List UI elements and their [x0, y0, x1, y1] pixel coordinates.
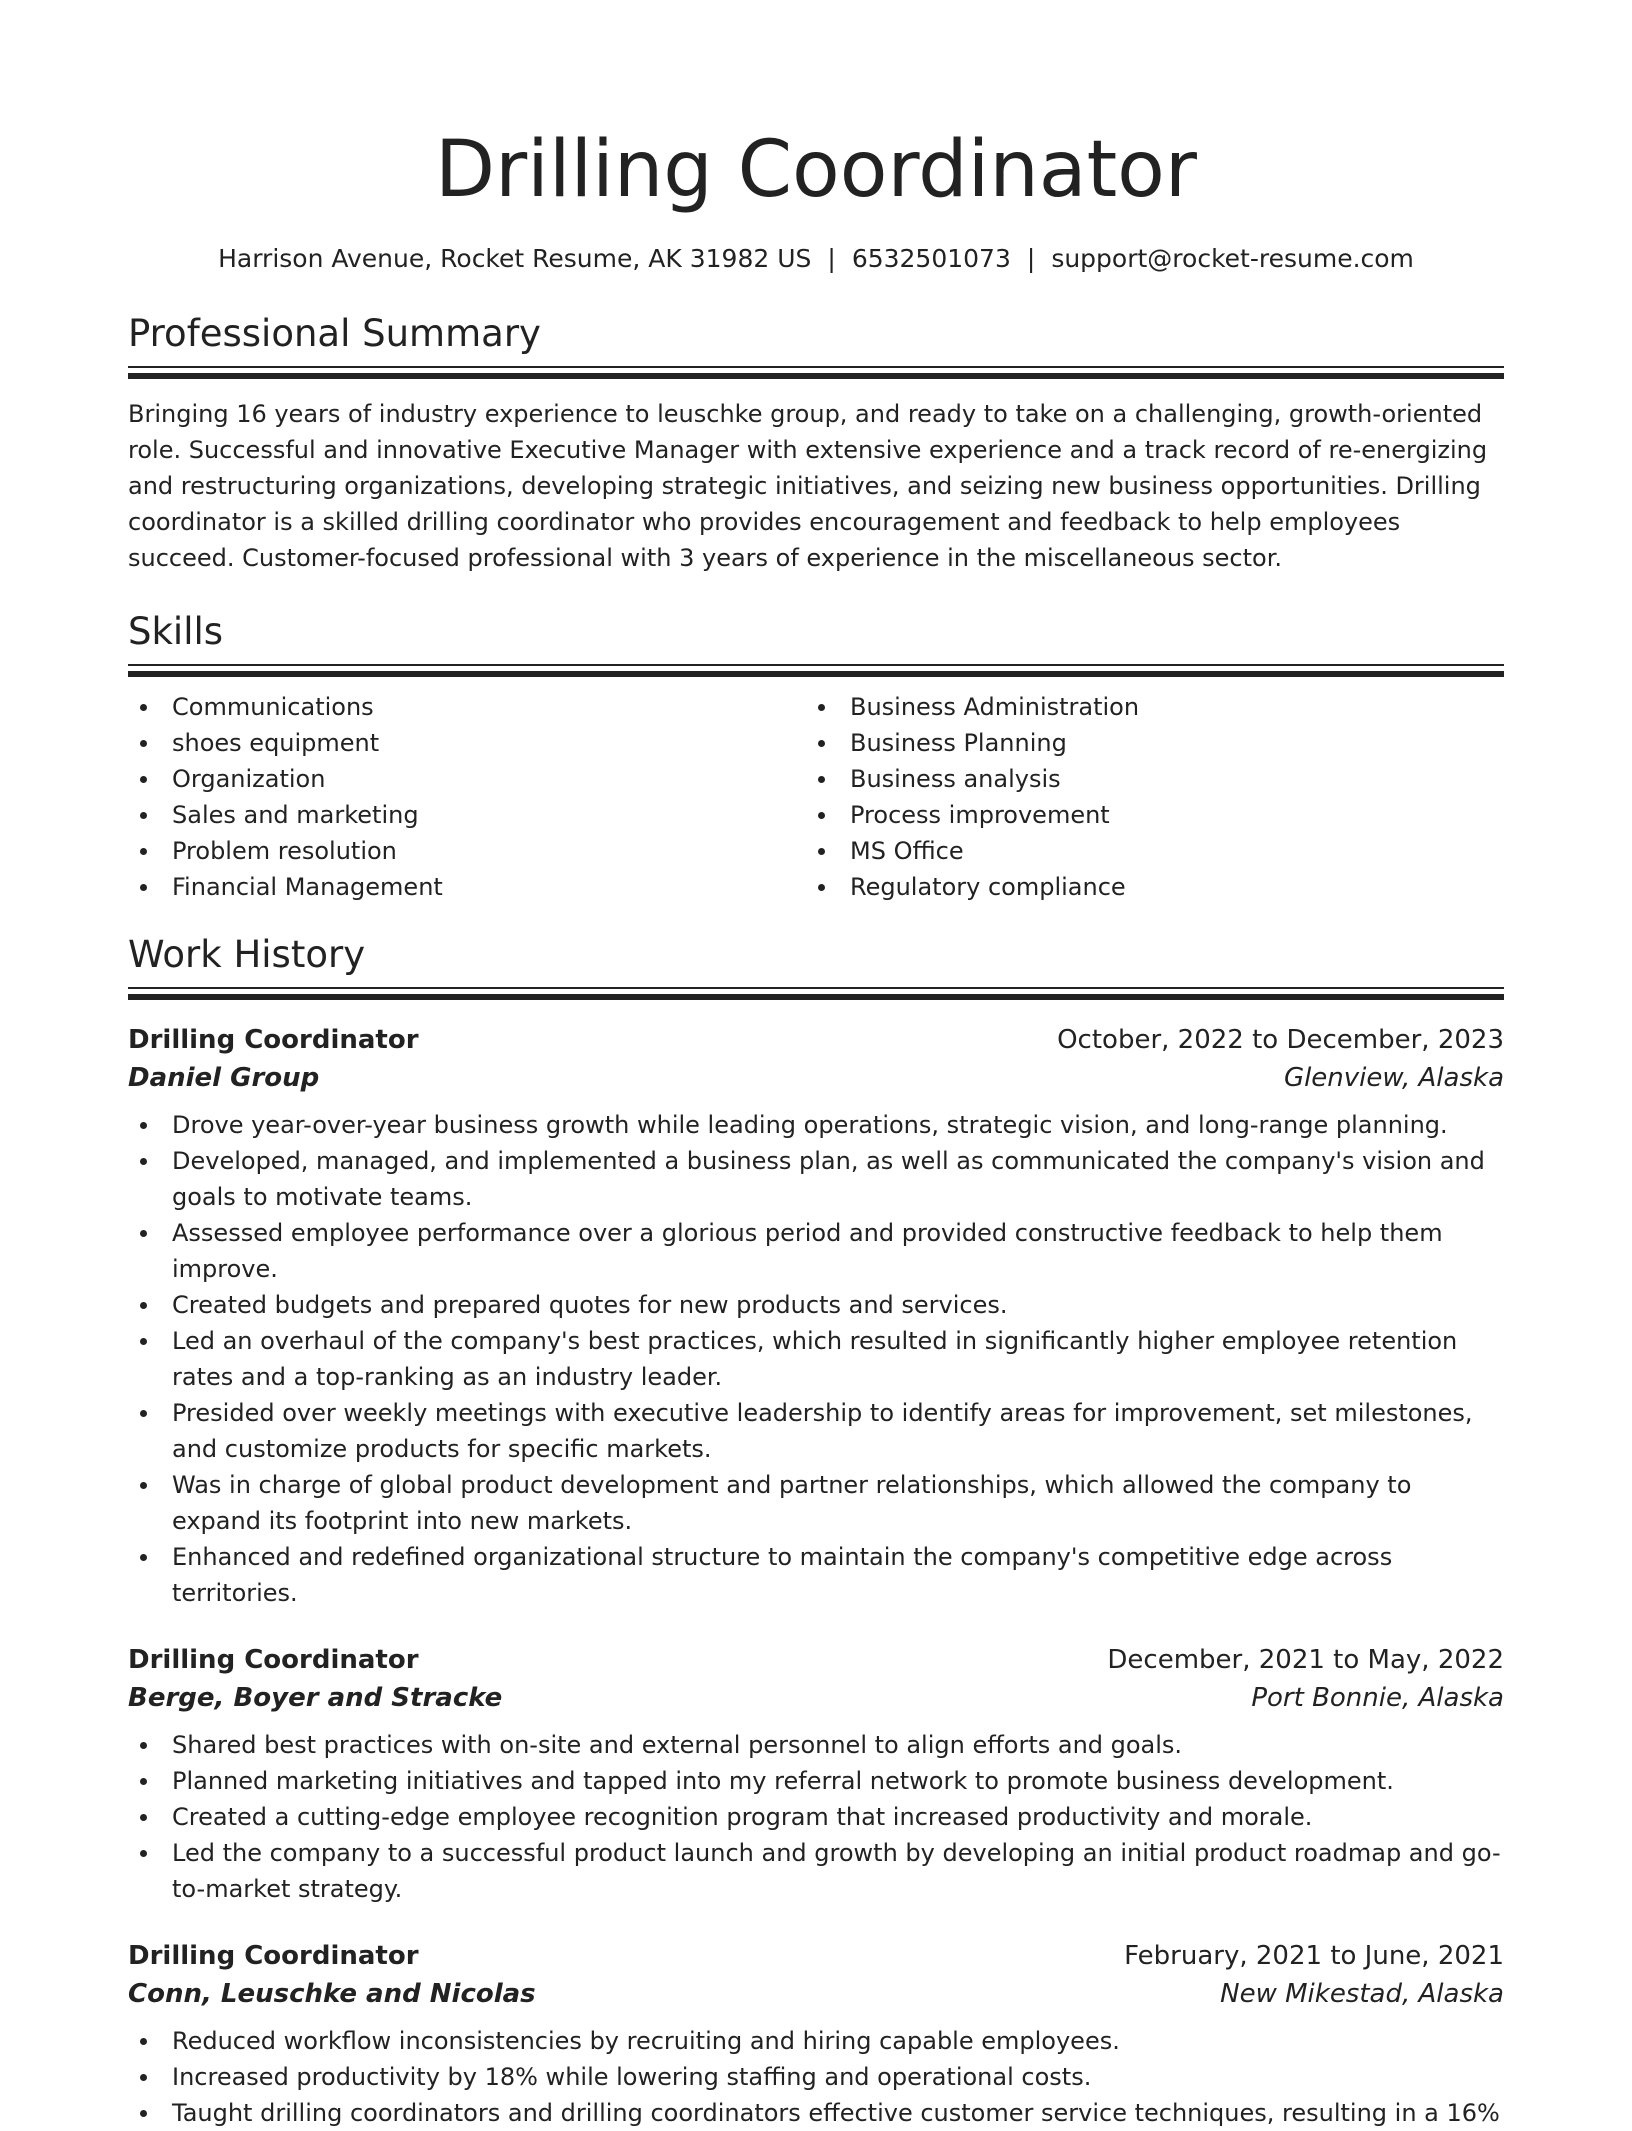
skill-item: Business analysis	[806, 761, 1484, 797]
contact-separator: |	[1026, 244, 1036, 273]
job-header	[128, 1937, 1504, 1975]
skill-item: Business Administration	[806, 689, 1484, 725]
job-dates: February, 2021 to June, 2021	[1124, 1941, 1504, 1971]
job-bullet: Enhanced and redefined organizational structure to maintain the company's competitive edge across territories.	[128, 1539, 1504, 1611]
job-bullet: Shared best practices with on-site and external personnel to align efforts and goals.	[128, 1727, 1504, 1763]
skills-list-left	[128, 689, 806, 905]
job-company: Conn, Leuschke and Nicolas	[128, 1979, 536, 2009]
job-entry	[128, 1641, 1504, 1907]
job-location: Port Bonnie, Alaska	[1251, 1683, 1504, 1713]
job-bullet: Created a cutting-edge employee recognition program that increased productivity and morale.	[128, 1799, 1504, 1835]
job-subheader	[128, 1975, 1504, 2013]
job-bullet: Reduced workflow inconsistencies by recruiting and hiring capable employees.	[128, 2023, 1504, 2059]
job-title: Drilling Coordinator	[128, 1025, 419, 1055]
work-history-heading: Work History	[128, 933, 366, 976]
skill-item: MS Office	[806, 833, 1484, 869]
job-bullet: Presided over weekly meetings with executive leadership to identify areas for improvement, set milestones, and customize products for specific markets.	[128, 1395, 1504, 1467]
section-divider	[128, 987, 1504, 1001]
job-bullet: Taught drilling coordinators and drilling coordinators effective customer service techniques, resulting in a 16%	[128, 2095, 1504, 2131]
skill-item: Business Planning	[806, 725, 1484, 761]
resume-name: Drilling Coordinator	[435, 125, 1197, 215]
job-bullet: Planned marketing initiatives and tapped into my referral network to promote business development.	[128, 1763, 1504, 1799]
skill-item: Regulatory compliance	[806, 869, 1484, 905]
resume-page	[128, 0, 1504, 2131]
job-company: Daniel Group	[128, 1063, 320, 1093]
job-subheader	[128, 1059, 1504, 1097]
job-bullet: Led the company to a successful product launch and growth by developing an initial product roadmap and go-to-market strategy.	[128, 1835, 1504, 1907]
skills-section	[128, 608, 1504, 905]
contact-separator: |	[827, 244, 836, 273]
job-entry	[128, 1021, 1504, 1611]
job-subheader	[128, 1679, 1504, 1717]
skill-item: Financial Management	[128, 869, 806, 905]
skills-list-right	[806, 689, 1484, 905]
skill-item: Process improvement	[806, 797, 1484, 833]
skill-item: Communications	[128, 689, 806, 725]
job-bullet: Developed, managed, and implemented a business plan, as well as communicated the company's vision and goals to motivate teams.	[128, 1143, 1504, 1215]
job-dates: December, 2021 to May, 2022	[1107, 1645, 1504, 1675]
job-entry	[128, 1937, 1504, 2131]
job-bullet: Led an overhaul of the company's best practices, which resulted in significantly higher employee retention rates and a top-ranking as an industry leader.	[128, 1323, 1504, 1395]
job-company: Berge, Boyer and Stracke	[128, 1683, 503, 1713]
job-title: Drilling Coordinator	[128, 1645, 419, 1675]
job-title: Drilling Coordinator	[128, 1941, 419, 1971]
work-history-section	[128, 931, 1504, 2131]
skill-item: Problem resolution	[128, 833, 806, 869]
summary-text: Bringing 16 years of industry experience to leuschke group, and ready to take on a challenging, growth-oriented role. Successful and innovative Executive Manager with extensive experience and a track record of re-energizing and restructuring organizations, developing strategic initiatives, and seizing new business opportunities. Drilling coordinator is a skilled drilling coordinator who provides encouragement and feedback to help employees succeed. Customer-focused professional with 3 years of experience in the miscellaneous sector.	[128, 400, 1488, 572]
contact-address: Harrison Avenue, Rocket Resume, AK 31982 US	[218, 244, 812, 273]
job-location: New Mikestad, Alaska	[1220, 1979, 1504, 2009]
contact-line	[128, 242, 1504, 276]
summary-section	[128, 310, 1504, 576]
summary-heading: Professional Summary	[128, 312, 541, 355]
contact-email: support@rocket-resume.com	[1051, 244, 1414, 273]
job-bullet: Was in charge of global product development and partner relationships, which allowed the company to expand its footprint into new markets.	[128, 1467, 1504, 1539]
job-bullets	[128, 2023, 1504, 2131]
job-header	[128, 1641, 1504, 1679]
skill-item: Organization	[128, 761, 806, 797]
job-bullet: Increased productivity by 18% while lowering staffing and operational costs.	[128, 2059, 1504, 2095]
job-location: Glenview, Alaska	[1283, 1063, 1504, 1093]
job-dates: October, 2022 to December, 2023	[1057, 1025, 1504, 1055]
job-bullet: Drove year-over-year business growth while leading operations, strategic vision, and long-range planning.	[128, 1107, 1504, 1143]
contact-phone: 6532501073	[851, 244, 1011, 273]
skills-columns	[128, 689, 1504, 905]
skills-heading: Skills	[128, 610, 224, 653]
skill-item: shoes equipment	[128, 725, 806, 761]
job-bullets	[128, 1727, 1504, 1907]
job-header	[128, 1021, 1504, 1059]
job-bullet: Created budgets and prepared quotes for new products and services.	[128, 1287, 1504, 1323]
skill-item: Sales and marketing	[128, 797, 806, 833]
section-divider	[128, 664, 1504, 678]
job-bullet: Assessed employee performance over a glorious period and provided constructive feedback to help them improve.	[128, 1215, 1504, 1287]
job-bullets	[128, 1107, 1504, 1611]
section-divider	[128, 366, 1504, 380]
